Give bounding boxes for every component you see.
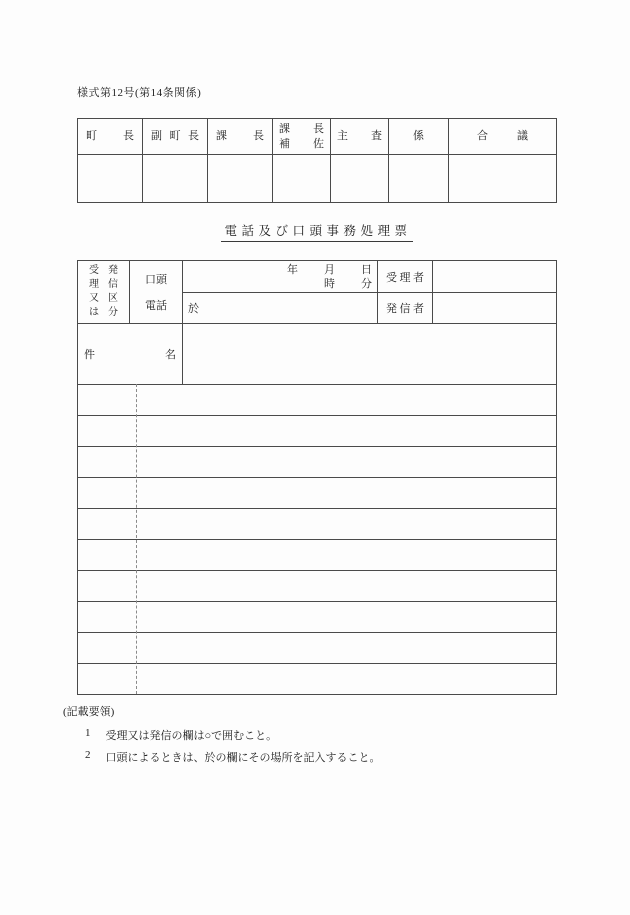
subject-label-cell: 件名 (78, 324, 183, 384)
receiver-label-cell: 受理者 (378, 261, 432, 293)
approval-table (77, 118, 557, 203)
minute-label: 分 (361, 278, 372, 290)
method-cell (130, 261, 183, 323)
location-cell (183, 293, 377, 323)
approval-signature-cell-assistant-section-chief (272, 154, 330, 202)
body-row (78, 508, 556, 539)
main-table-header (78, 261, 556, 324)
approval-signature-cell-section-chief (207, 154, 272, 202)
year-label: 年 (287, 264, 298, 276)
approval-header-assistant-section-chief: 課長 補佐 (272, 119, 330, 154)
dashed-separator-line (136, 384, 137, 694)
main-table-body (78, 384, 556, 694)
body-row (78, 415, 556, 446)
person-value-column (433, 261, 556, 323)
subject-row (78, 324, 556, 384)
approval-header-chief-examiner: 主査 (330, 119, 388, 154)
approval-signature-cell-chief-examiner (330, 154, 388, 202)
body-row (78, 570, 556, 601)
approval-signature-cell-mayor (78, 154, 142, 202)
note-text: 受理又は発信の欄は○で囲むこと。 (105, 730, 278, 742)
sender-value-cell (433, 293, 556, 323)
day-label: 日 (361, 264, 372, 276)
body-row (78, 446, 556, 477)
note-number: 1 (85, 727, 91, 739)
receiver-value-cell (433, 261, 556, 293)
body-row (78, 663, 556, 694)
approval-header-section-chief: 課長 (207, 119, 272, 154)
body-row (78, 632, 556, 663)
hour-label: 時 (324, 278, 335, 290)
notes-heading: (記載要領) (63, 706, 115, 718)
datetime-location-column (183, 261, 378, 323)
note-item (85, 727, 277, 743)
approval-header-staff: 係 (388, 119, 448, 154)
sender-label-cell: 発信者 (386, 303, 427, 315)
body-row (78, 601, 556, 632)
approval-header-mayor: 町長 (86, 130, 134, 142)
body-row (78, 539, 556, 570)
approval-header-deputy-mayor: 副町長 (142, 119, 207, 154)
subject-value-cell (183, 324, 556, 384)
method-oral-label: 口頭 (145, 274, 167, 286)
datetime-cell (183, 261, 377, 293)
approval-header-consultation: 合議 (448, 119, 556, 154)
approval-signature-cell-deputy-mayor (142, 154, 207, 202)
note-text: 口頭によるときは、於の欄にその場所を記入すること。 (105, 752, 381, 764)
form-number: 様式第12号(第14条関係) (77, 87, 202, 99)
body-row (78, 477, 556, 508)
month-label: 月 (324, 264, 335, 276)
form-title: 電話及び口頭事務処理票 (77, 221, 557, 242)
note-number: 2 (85, 749, 91, 761)
note-item (85, 749, 381, 765)
person-label-column (378, 261, 433, 323)
category-cell: 受発 理信 又区 は分 (78, 261, 130, 323)
method-phone-label: 電話 (145, 300, 167, 312)
main-table (77, 260, 557, 695)
approval-signature-cell-consultation (448, 154, 556, 202)
body-row (78, 384, 556, 415)
approval-signature-cell-staff (388, 154, 448, 202)
location-label: 於 (188, 303, 199, 315)
